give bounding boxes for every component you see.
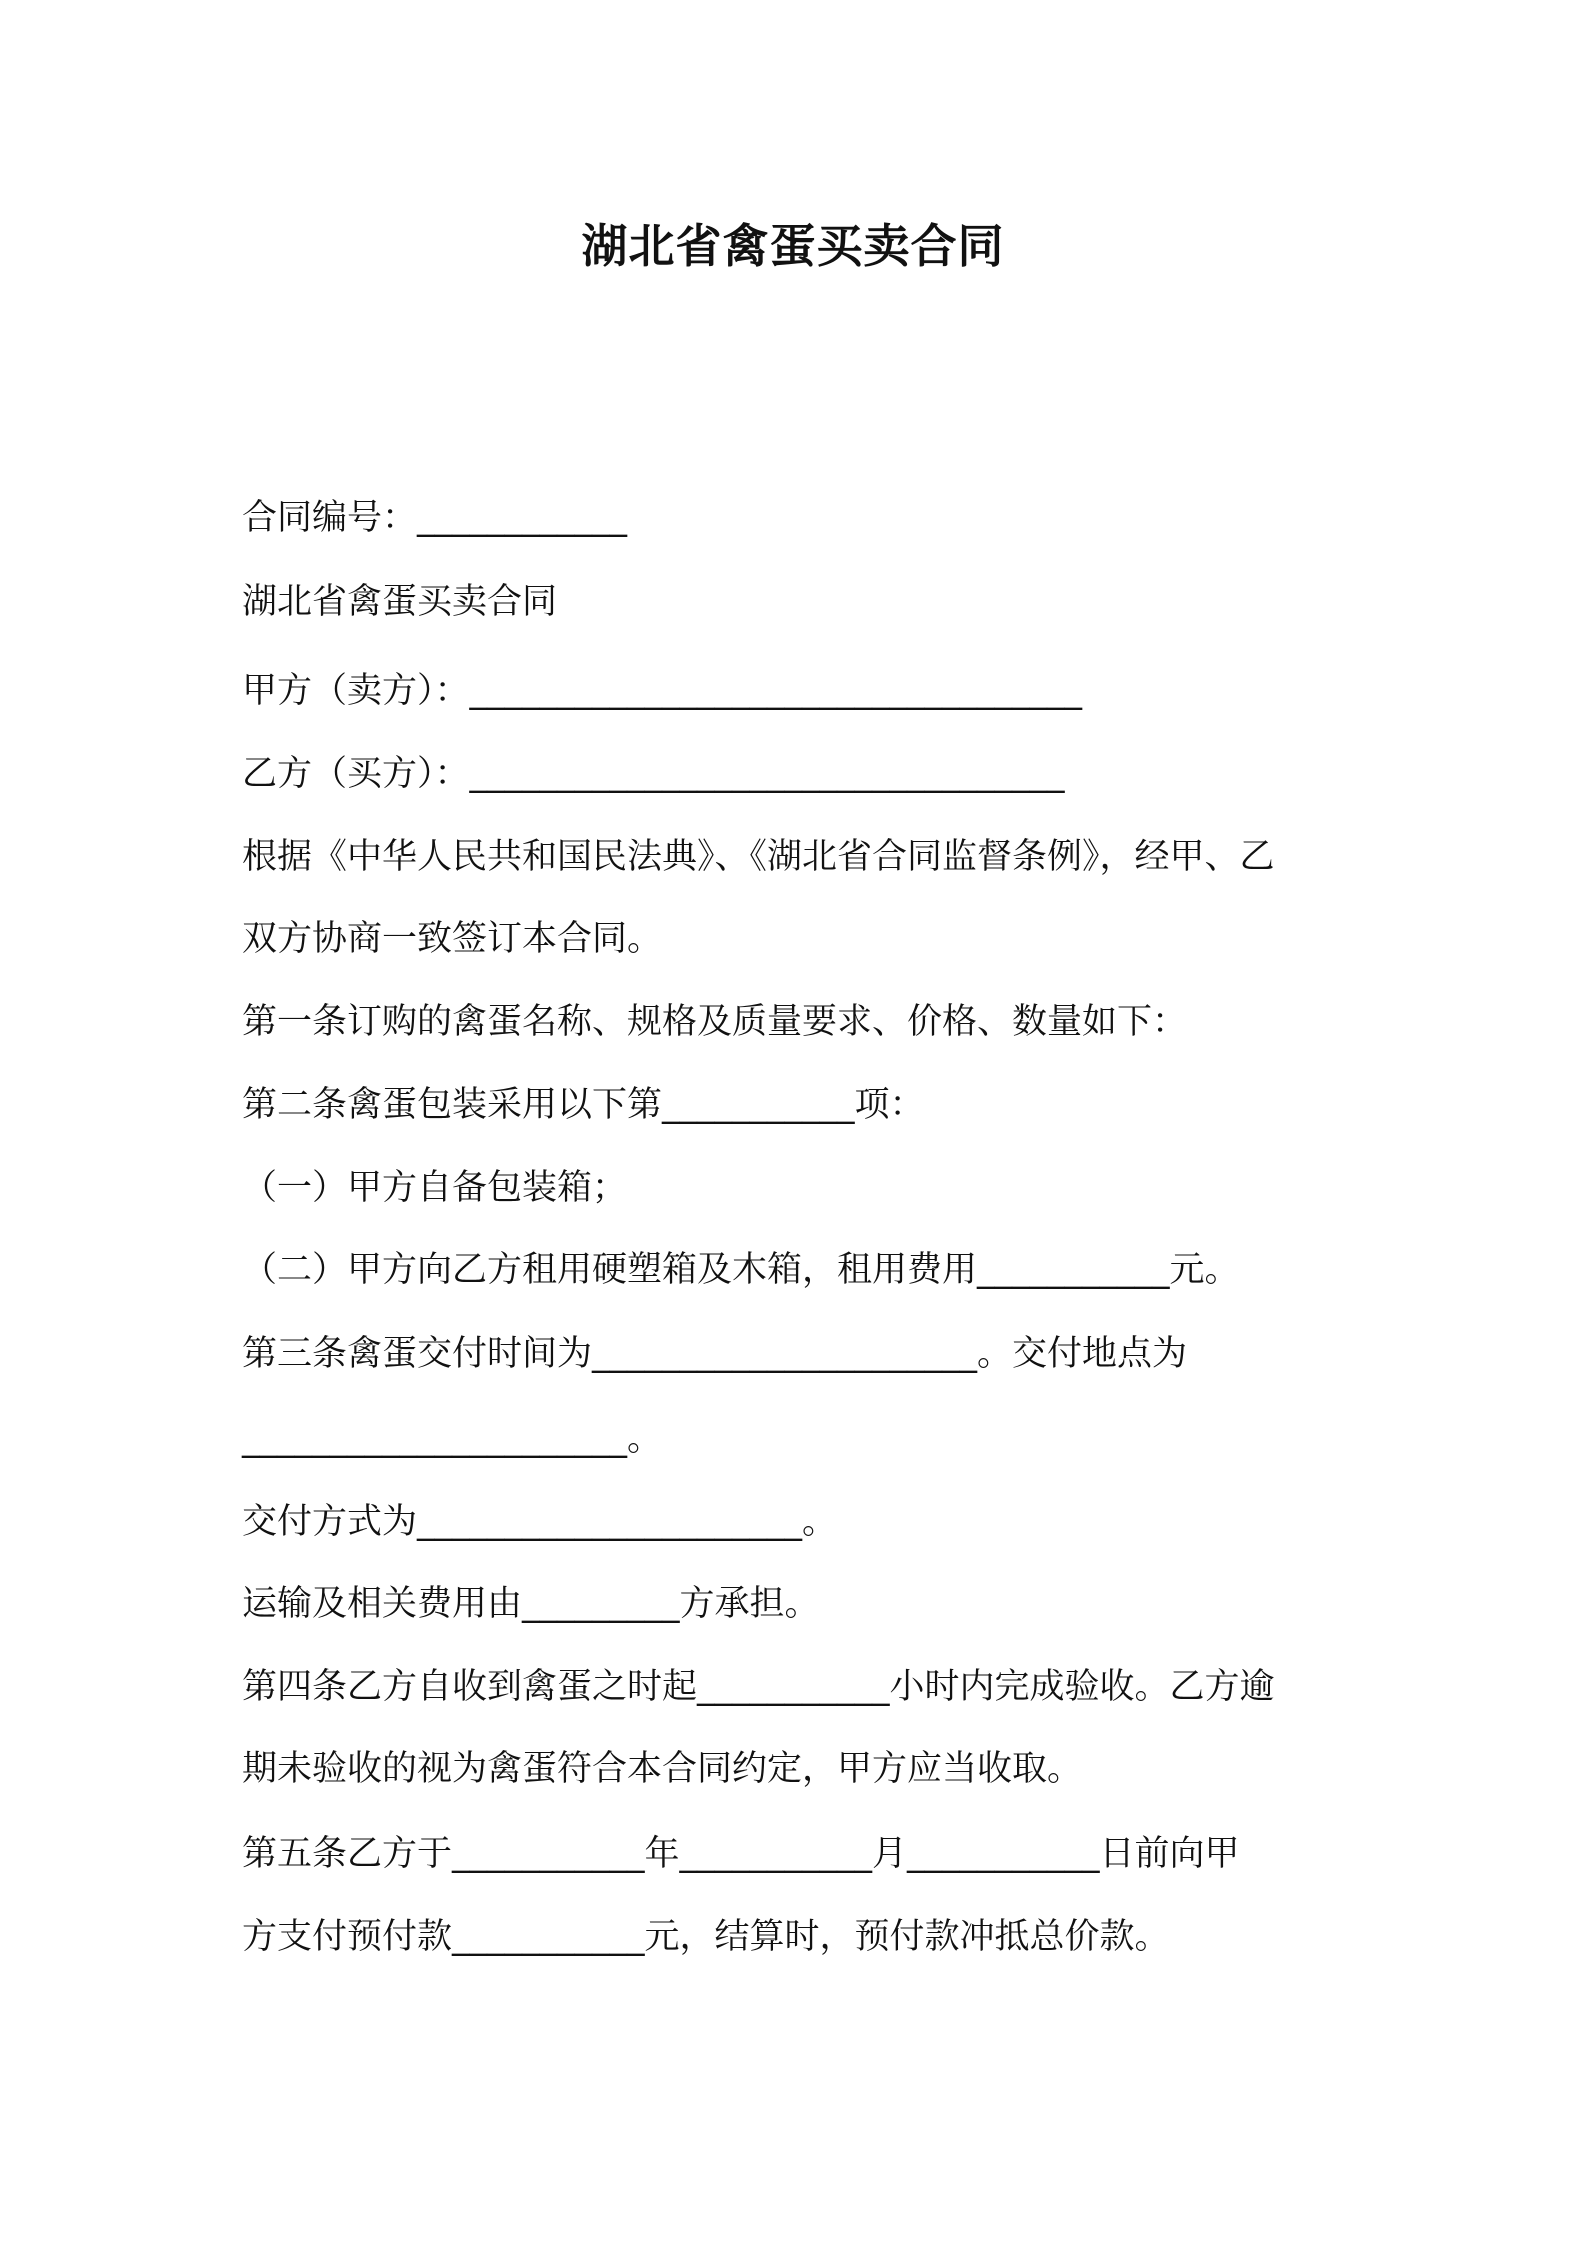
- article-2-item-2: （二）甲方向乙方租用硬塑箱及木箱，租用费用___________元。: [242, 1250, 1240, 1290]
- document-title: 湖北省禽蛋买卖合同: [581, 219, 1005, 273]
- article-3-line-1: 第三条禽蛋交付时间为______________________。交付地点为: [242, 1334, 1188, 1374]
- contract-number-line: 合同编号：____________: [242, 498, 628, 538]
- article-1-line: 第一条订购的禽蛋名称、规格及质量要求、价格、数量如下：: [242, 1002, 1188, 1042]
- article-4-line-1: 第四条乙方自收到禽蛋之时起___________小时内完成验收。乙方逾: [242, 1667, 1275, 1707]
- preamble-line-1: 根据《中华人民共和国民法典》、《湖北省合同监督条例》，经甲、乙: [242, 837, 1275, 877]
- article-5-line-1: 第五条乙方于___________年___________月___________日前向甲: [242, 1834, 1240, 1874]
- party-a-line: 甲方（卖方）：___________________________________: [242, 671, 1083, 711]
- preamble-line-2: 双方协商一致签订本合同。: [242, 919, 663, 959]
- article-2-line: 第二条禽蛋包装采用以下第___________项：: [242, 1085, 925, 1125]
- party-b-line: 乙方（买方）：__________________________________: [242, 754, 1065, 794]
- transport-cost-line: 运输及相关费用由_________方承担。: [242, 1584, 820, 1624]
- article-3-line-2: ______________________。: [242, 1419, 663, 1459]
- article-5-line-2: 方支付预付款___________元，结算时，预付款冲抵总价款。: [242, 1917, 1170, 1957]
- contract-name-line: 湖北省禽蛋买卖合同: [242, 582, 558, 622]
- article-4-line-2: 期未验收的视为禽蛋符合本合同约定，甲方应当收取。: [242, 1749, 1083, 1789]
- article-2-item-1: （一）甲方自备包装箱；: [242, 1168, 628, 1208]
- delivery-method-line: 交付方式为______________________。: [242, 1502, 838, 1542]
